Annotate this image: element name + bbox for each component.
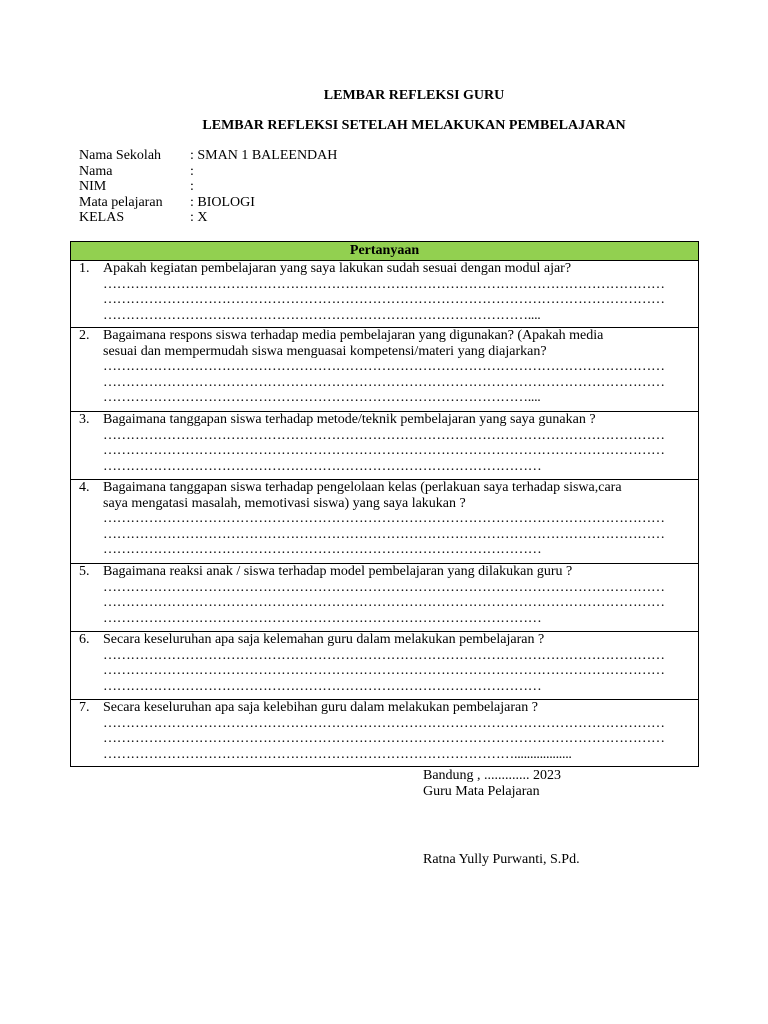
signature-name: Ratna Yully Purwanti, S.Pd. — [423, 852, 580, 867]
question-text: Bagaimana tanggapan siswa terhadap pengelolaan kelas (perlakuan saya terhadap siswa,cara — [103, 480, 622, 495]
question-row-1 — [71, 261, 698, 328]
info-row-subject — [79, 195, 337, 211]
question-row-4 — [71, 480, 698, 564]
question-number: 4. — [79, 480, 90, 495]
questions-table — [70, 241, 699, 767]
question-text: Bagaimana reaksi anak / siswa terhadap model pembelajaran yang dilakukan guru ? — [103, 564, 573, 579]
answer-line[interactable]: …………………………………………………………………………………………………………… — [103, 595, 665, 611]
info-value: : X — [190, 210, 208, 226]
info-row-nim — [79, 179, 337, 195]
answer-line[interactable]: …………………………………………………………………………………………………………… — [103, 647, 665, 663]
question-text: Secara keseluruhan apa saja kelebihan guru dalam melakukan pembelajaran ? — [103, 700, 538, 715]
question-number: 7. — [79, 700, 90, 715]
answer-line[interactable]: …………………………………………………………………………………………………………… — [103, 374, 665, 390]
answer-line[interactable]: …………………………………………………………………………………… — [103, 610, 542, 626]
question-row-6 — [71, 632, 698, 700]
question-row-3 — [71, 412, 698, 480]
answer-line[interactable]: …………………………………………………………………………………………………………… — [103, 511, 665, 527]
answer-line[interactable]: …………………………………………………………………………………………………………… — [103, 443, 665, 459]
info-row-name — [79, 164, 337, 180]
answer-line[interactable]: ………………………………………………………………………………….... — [103, 390, 541, 406]
question-text: Apakah kegiatan pembelajaran yang saya lakukan sudah sesuai dengan modul ajar? — [103, 261, 572, 276]
answer-line[interactable]: …………………………………………………………………………………………………………… — [103, 731, 665, 747]
info-label: KELAS — [79, 210, 125, 226]
question-number: 5. — [79, 564, 90, 579]
answer-line[interactable]: ………………………………………………………………………………….... — [103, 307, 541, 323]
answer-line[interactable]: …………………………………………………………………………………………………………… — [103, 359, 665, 375]
question-text: Bagaimana respons siswa terhadap media pembelajaran yang digunakan? (Apakah media — [103, 328, 604, 343]
question-row-5 — [71, 564, 698, 632]
answer-line[interactable]: …………………………………………………………………………………………………………… — [103, 715, 665, 731]
info-label: Nama — [79, 163, 113, 179]
answer-line[interactable]: …………………………………………………………………………………… — [103, 678, 542, 694]
info-value: : — [190, 179, 194, 195]
question-text: Secara keseluruhan apa saja kelemahan guru dalam melakukan pembelajaran ? — [103, 632, 545, 647]
info-label: NIM — [79, 179, 107, 195]
answer-line[interactable]: …………………………………………………………………………………………………………… — [103, 276, 665, 292]
document-subtitle: LEMBAR REFLEKSI SETELAH MELAKUKAN PEMBELAJARAN — [202, 118, 626, 133]
identity-section — [79, 148, 337, 226]
question-number: 3. — [79, 412, 90, 427]
answer-line[interactable]: …………………………………………………………………………………………………………… — [103, 663, 665, 679]
question-number: 6. — [79, 632, 90, 647]
answer-line[interactable]: …………………………………………………………………………………………………………… — [103, 427, 665, 443]
answer-line[interactable]: …………………………………………………………………………………………………………… — [103, 579, 665, 595]
question-text: Bagaimana tanggapan siswa terhadap metode/teknik pembelajaran yang saya gunakan ? — [103, 412, 596, 427]
info-label: Nama Sekolah — [79, 148, 162, 163]
info-row-school — [79, 148, 337, 164]
table-header: Pertanyaan — [71, 242, 698, 261]
signature-role: Guru Mata Pelajaran — [423, 784, 540, 799]
answer-line[interactable]: …………………………………………………………………………………………………………… — [103, 292, 665, 308]
question-number: 1. — [79, 261, 90, 276]
document-title: LEMBAR REFLEKSI GURU — [323, 88, 505, 103]
answer-line[interactable]: …………………………………………………………………………………………………………… — [103, 526, 665, 542]
question-text: saya mengatasi masalah, memotivasi siswa) yang saya lakukan ? — [103, 495, 466, 511]
answer-line[interactable]: …………………………………………………………………………………… — [103, 542, 542, 558]
signature-place-date: Bandung , ............. 2023 — [423, 768, 562, 783]
info-value: : SMAN 1 BALEENDAH — [190, 148, 338, 163]
question-number: 2. — [79, 328, 90, 343]
question-text: sesuai dan mempermudah siswa menguasai kompetensi/materi yang diajarkan? — [103, 343, 547, 359]
answer-line[interactable]: …………………………………………………………………………………… — [103, 458, 542, 474]
question-row-7 — [71, 700, 698, 767]
info-row-class — [79, 210, 337, 226]
info-value: : BIOLOGI — [190, 194, 255, 210]
question-row-2 — [71, 328, 698, 412]
info-value: : — [190, 163, 194, 179]
answer-line[interactable]: ……………………………………………………………………………….................. — [103, 746, 572, 762]
info-label: Mata pelajaran — [79, 194, 163, 210]
